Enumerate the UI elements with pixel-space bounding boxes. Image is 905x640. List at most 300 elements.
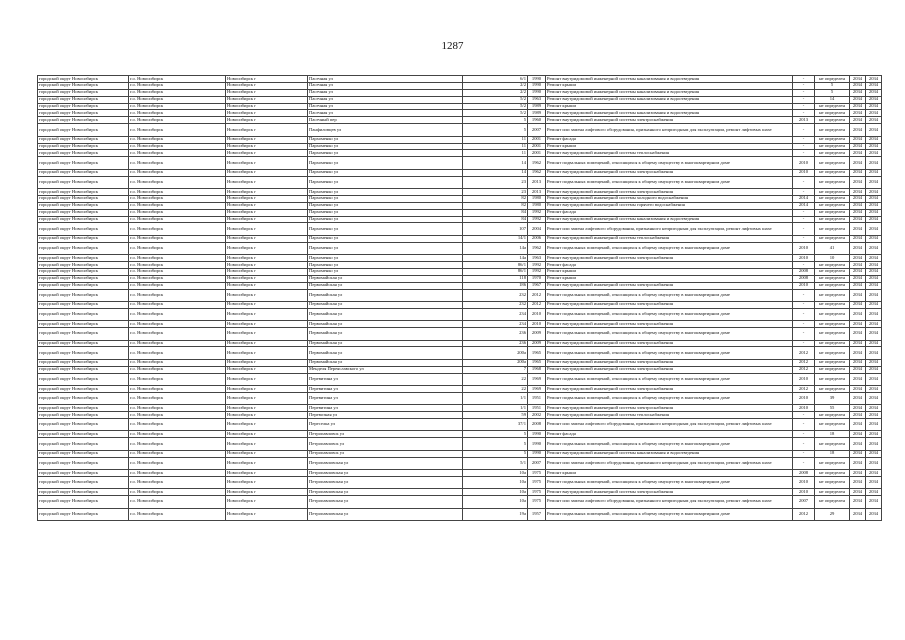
house-cell: 84	[463, 209, 528, 216]
last-repair-cell: -	[793, 209, 815, 216]
plan-end-cell: 2034	[866, 419, 882, 431]
street-cell: Пархоменко ул	[308, 261, 463, 268]
district-cell: г.о. Новосибирск	[129, 136, 226, 143]
table-row	[38, 235, 882, 242]
wear-cell: не определен	[815, 268, 850, 275]
plan-end-cell: 2034	[866, 405, 882, 412]
municipality-cell: городской округ Новосибирск	[38, 255, 129, 262]
street-cell: Первомайская ул	[308, 321, 463, 328]
year-cell: 1989	[528, 103, 546, 110]
district-cell: г.о. Новосибирск	[129, 412, 226, 419]
wear-cell: не определен	[815, 188, 850, 195]
street-cell: Пархоменко ул	[308, 143, 463, 150]
work-type-cell: Ремонт внутридомовой инженерной системы электроснабжения	[546, 301, 793, 308]
city-cell: Новосибирск г	[226, 359, 308, 366]
plan-start-cell: 2034	[850, 176, 866, 188]
last-repair-cell: -	[793, 419, 815, 431]
city-cell: Новосибирск г	[226, 202, 308, 209]
plan-end-cell: 2034	[866, 412, 882, 419]
wear-cell: не определен	[815, 301, 850, 308]
plan-end-cell: 2034	[866, 282, 882, 289]
plan-end-cell: 2034	[866, 169, 882, 176]
table-row	[38, 117, 882, 124]
year-cell: 1951	[528, 405, 546, 412]
year-cell: 1968	[528, 366, 546, 373]
street-cell: Пасечная ул	[308, 96, 463, 103]
street-cell: Пасечная ул	[308, 82, 463, 89]
work-type-cell: Ремонт внутридомовой инженерной системы электроснабжения	[546, 188, 793, 195]
municipality-cell: городской округ Новосибирск	[38, 489, 129, 496]
table-row	[38, 340, 882, 347]
table-row	[38, 157, 882, 169]
plan-end-cell: 2034	[866, 76, 882, 83]
city-cell: Новосибирск г	[226, 195, 308, 202]
last-repair-cell: -	[793, 136, 815, 143]
district-cell: г.о. Новосибирск	[129, 373, 226, 385]
work-type-cell: Ремонт или замена лифтового оборудования, признанного непригодным для эксплуатации, ремонт лифтовых шахт	[546, 457, 793, 469]
last-repair-cell: 2012	[793, 508, 815, 520]
work-type-cell: Ремонт внутридомовой инженерной системы канализования и водоотведения	[546, 216, 793, 223]
work-type-cell: Ремонт внутридомовой инженерной системы электроснабжения	[546, 282, 793, 289]
municipality-cell: городской округ Новосибирск	[38, 340, 129, 347]
table-row	[38, 347, 882, 359]
city-cell: Новосибирск г	[226, 124, 308, 136]
work-type-cell: Ремонт крыши	[546, 469, 793, 476]
plan-end-cell: 2034	[866, 255, 882, 262]
last-repair-cell: -	[793, 124, 815, 136]
street-cell: Петропавловск ул	[308, 450, 463, 457]
year-cell: 1960	[528, 117, 546, 124]
district-cell: г.о. Новосибирск	[129, 82, 226, 89]
plan-start-cell: 2034	[850, 268, 866, 275]
house-cell: 10а	[463, 476, 528, 488]
district-cell: г.о. Новосибирск	[129, 476, 226, 488]
house-cell: 22	[463, 373, 528, 385]
street-cell: Первомайская ул	[308, 328, 463, 340]
municipality-cell: городской округ Новосибирск	[38, 328, 129, 340]
year-cell: 1962	[528, 157, 546, 169]
table-row	[38, 457, 882, 469]
street-cell: Пархоменко ул	[308, 136, 463, 143]
work-type-cell: Ремонт внутридомовой инженерной системы электроснабжения	[546, 366, 793, 373]
plan-start-cell: 2034	[850, 308, 866, 320]
last-repair-cell: -	[793, 188, 815, 195]
wear-cell: 39	[815, 392, 850, 404]
plan-start-cell: 2034	[850, 76, 866, 83]
plan-end-cell: 2034	[866, 209, 882, 216]
work-type-cell: Ремонт фасада	[546, 261, 793, 268]
district-cell: г.о. Новосибирск	[129, 450, 226, 457]
plan-end-cell: 2034	[866, 235, 882, 242]
house-cell: 7	[463, 366, 528, 373]
year-cell: 2012	[528, 289, 546, 301]
house-cell: 232	[463, 301, 528, 308]
table-row	[38, 385, 882, 392]
plan-end-cell: 2034	[866, 476, 882, 488]
work-type-cell: Ремонт или замена лифтового оборудования, признанного непригодным для эксплуатации, ремонт лифтовых шахт	[546, 419, 793, 431]
table-row	[38, 308, 882, 320]
year-cell: 1963	[528, 255, 546, 262]
year-cell: 1992	[528, 216, 546, 223]
municipality-cell: городской округ Новосибирск	[38, 308, 129, 320]
table-row	[38, 469, 882, 476]
street-cell: Первомайская ул	[308, 347, 463, 359]
work-type-cell: Ремонт фасада	[546, 136, 793, 143]
table-row	[38, 359, 882, 366]
plan-end-cell: 2034	[866, 366, 882, 373]
plan-end-cell: 2034	[866, 223, 882, 235]
city-cell: Новосибирск г	[226, 450, 308, 457]
table-row	[38, 216, 882, 223]
plan-end-cell: 2034	[866, 508, 882, 520]
plan-end-cell: 2034	[866, 308, 882, 320]
table-row	[38, 223, 882, 235]
plan-start-cell: 2034	[850, 209, 866, 216]
city-cell: Новосибирск г	[226, 347, 308, 359]
last-repair-cell: -	[793, 308, 815, 320]
district-cell: г.о. Новосибирск	[129, 289, 226, 301]
wear-cell: не определен	[815, 209, 850, 216]
house-cell: 84	[463, 216, 528, 223]
street-cell: Менделя Переяславского ул	[308, 366, 463, 373]
house-cell: 118	[463, 275, 528, 282]
municipality-cell: городской округ Новосибирск	[38, 508, 129, 520]
work-type-cell: Ремонт или замена лифтового оборудования, признанного непригодным для эксплуатации, ремонт лифтовых шахт	[546, 124, 793, 136]
year-cell: 2001	[528, 136, 546, 143]
last-repair-cell: 2010	[793, 476, 815, 488]
street-cell: Пархоменко ул	[308, 255, 463, 262]
wear-cell: не определен	[815, 117, 850, 124]
plan-start-cell: 2034	[850, 202, 866, 209]
district-cell: г.о. Новосибирск	[129, 419, 226, 431]
street-cell: Пархоменко ул	[308, 176, 463, 188]
wear-cell: не определен	[815, 216, 850, 223]
plan-end-cell: 2034	[866, 124, 882, 136]
city-cell: Новосибирск г	[226, 419, 308, 431]
last-repair-cell: -	[793, 110, 815, 117]
house-cell: 10а	[463, 496, 528, 508]
plan-end-cell: 2034	[866, 202, 882, 209]
plan-end-cell: 2034	[866, 301, 882, 308]
house-cell: 5	[463, 438, 528, 450]
house-cell: 186	[463, 282, 528, 289]
municipality-cell: городской округ Новосибирск	[38, 419, 129, 431]
municipality-cell: городской округ Новосибирск	[38, 469, 129, 476]
district-cell: г.о. Новосибирск	[129, 321, 226, 328]
district-cell: г.о. Новосибирск	[129, 366, 226, 373]
municipality-cell: городской округ Новосибирск	[38, 143, 129, 150]
street-cell: Первомайская ул	[308, 308, 463, 320]
wear-cell: 14	[815, 96, 850, 103]
city-cell: Новосибирск г	[226, 188, 308, 195]
municipality-cell: городской округ Новосибирск	[38, 457, 129, 469]
street-cell: Перевитина ул	[308, 385, 463, 392]
street-cell: Пасечная ул	[308, 103, 463, 110]
year-cell: 2010	[528, 308, 546, 320]
municipality-cell: городской округ Новосибирск	[38, 188, 129, 195]
city-cell: Новосибирск г	[226, 103, 308, 110]
house-cell: 14	[463, 157, 528, 169]
table-row	[38, 419, 882, 431]
house-cell: 59	[463, 412, 528, 419]
year-cell: 1980	[528, 195, 546, 202]
work-type-cell: Ремонт подвальных помещений, относящихся к общему имуществу в многоквартирном доме	[546, 176, 793, 188]
plan-start-cell: 2034	[850, 143, 866, 150]
table-row	[38, 282, 882, 289]
work-type-cell: Ремонт фасада	[546, 431, 793, 438]
table-row	[38, 275, 882, 282]
street-cell: Петропавловская ул	[308, 476, 463, 488]
street-cell: Пархоменко ул	[308, 195, 463, 202]
year-cell: 1990	[528, 450, 546, 457]
street-cell: Петропавловская ул	[308, 457, 463, 469]
municipality-cell: городской округ Новосибирск	[38, 496, 129, 508]
municipality-cell: городской округ Новосибирск	[38, 405, 129, 412]
house-cell: 200а	[463, 359, 528, 366]
table-row	[38, 268, 882, 275]
plan-start-cell: 2034	[850, 508, 866, 520]
wear-cell: 18	[815, 450, 850, 457]
work-type-cell: Ремонт внутридомовой инженерной системы электроснабжения	[546, 489, 793, 496]
last-repair-cell: 2012	[793, 366, 815, 373]
last-repair-cell: 2010	[793, 282, 815, 289]
year-cell: 1962	[528, 169, 546, 176]
plan-start-cell: 2034	[850, 282, 866, 289]
plan-start-cell: 2034	[850, 89, 866, 96]
table-row	[38, 82, 882, 89]
street-cell: Первомайская ул	[308, 359, 463, 366]
city-cell: Новосибирск г	[226, 489, 308, 496]
year-cell: 1975	[528, 476, 546, 488]
plan-end-cell: 2034	[866, 275, 882, 282]
table-row	[38, 110, 882, 117]
city-cell: Новосибирск г	[226, 169, 308, 176]
wear-cell: не определен	[815, 136, 850, 143]
city-cell: Новосибирск г	[226, 157, 308, 169]
district-cell: г.о. Новосибирск	[129, 405, 226, 412]
year-cell: 1992	[528, 209, 546, 216]
table-row	[38, 169, 882, 176]
year-cell: 1990	[528, 82, 546, 89]
wear-cell: не определен	[815, 202, 850, 209]
municipality-cell: городской округ Новосибирск	[38, 235, 129, 242]
house-cell: 11	[463, 143, 528, 150]
plan-end-cell: 2034	[866, 373, 882, 385]
last-repair-cell: -	[793, 340, 815, 347]
table-row	[38, 242, 882, 254]
table-row	[38, 188, 882, 195]
plan-end-cell: 2034	[866, 103, 882, 110]
municipality-cell: городской округ Новосибирск	[38, 89, 129, 96]
work-type-cell: Ремонт крыши	[546, 268, 793, 275]
city-cell: Новосибирск г	[226, 321, 308, 328]
last-repair-cell: -	[793, 301, 815, 308]
street-cell: Пархоменко ул	[308, 235, 463, 242]
table-row	[38, 508, 882, 520]
plan-end-cell: 2034	[866, 242, 882, 254]
wear-cell: не определен	[815, 235, 850, 242]
house-cell: 5	[463, 450, 528, 457]
plan-end-cell: 2034	[866, 392, 882, 404]
plan-start-cell: 2034	[850, 385, 866, 392]
street-cell: Пархоменко ул	[308, 150, 463, 157]
house-cell: 82	[463, 195, 528, 202]
district-cell: г.о. Новосибирск	[129, 457, 226, 469]
work-type-cell: Ремонт подвальных помещений, относящихся к общему имуществу в многоквартирном доме	[546, 157, 793, 169]
street-cell: Пархоменко ул	[308, 157, 463, 169]
plan-end-cell: 2034	[866, 328, 882, 340]
city-cell: Новосибирск г	[226, 143, 308, 150]
municipality-cell: городской округ Новосибирск	[38, 450, 129, 457]
municipality-cell: городской округ Новосибирск	[38, 82, 129, 89]
plan-end-cell: 2034	[866, 150, 882, 157]
wear-cell: не определен	[815, 359, 850, 366]
work-type-cell: Ремонт крыши	[546, 103, 793, 110]
plan-end-cell: 2034	[866, 457, 882, 469]
district-cell: г.о. Новосибирск	[129, 268, 226, 275]
last-repair-cell: 2007	[793, 496, 815, 508]
street-cell: Первомайская ул	[308, 275, 463, 282]
table-row	[38, 136, 882, 143]
table-row	[38, 321, 882, 328]
last-repair-cell: -	[793, 82, 815, 89]
last-repair-cell: 2012	[793, 385, 815, 392]
year-cell: 1969	[528, 373, 546, 385]
year-cell: 2001	[528, 150, 546, 157]
city-cell: Новосибирск г	[226, 405, 308, 412]
wear-cell: не определен	[815, 457, 850, 469]
city-cell: Новосибирск г	[226, 301, 308, 308]
table-row	[38, 202, 882, 209]
work-type-cell: Ремонт внутридомовой инженерной системы электроснабжения	[546, 385, 793, 392]
last-repair-cell: 2010	[793, 489, 815, 496]
city-cell: Новосибирск г	[226, 469, 308, 476]
plan-start-cell: 2034	[850, 321, 866, 328]
work-type-cell: Ремонт внутридомовой инженерной системы электроснабжения	[546, 405, 793, 412]
plan-end-cell: 2034	[866, 347, 882, 359]
work-type-cell: Ремонт крыши	[546, 275, 793, 282]
house-cell: 19а	[463, 508, 528, 520]
last-repair-cell: 2008	[793, 275, 815, 282]
municipality-cell: городской округ Новосибирск	[38, 373, 129, 385]
table-row	[38, 289, 882, 301]
plan-start-cell: 2034	[850, 340, 866, 347]
plan-start-cell: 2034	[850, 457, 866, 469]
last-repair-cell: 2014	[793, 195, 815, 202]
city-cell: Новосибирск г	[226, 209, 308, 216]
plan-start-cell: 2034	[850, 438, 866, 450]
district-cell: г.о. Новосибирск	[129, 223, 226, 235]
city-cell: Новосибирск г	[226, 255, 308, 262]
plan-end-cell: 2034	[866, 136, 882, 143]
municipality-cell: городской округ Новосибирск	[38, 476, 129, 488]
plan-start-cell: 2034	[850, 188, 866, 195]
year-cell: 1990	[528, 431, 546, 438]
house-cell: 5	[463, 124, 528, 136]
table-row	[38, 103, 882, 110]
plan-start-cell: 2034	[850, 392, 866, 404]
wear-cell: не определен	[815, 489, 850, 496]
street-cell: Пасечная ул	[308, 76, 463, 83]
year-cell: 2013	[528, 176, 546, 188]
street-cell: Перевитина ул	[308, 405, 463, 412]
municipality-cell: городской округ Новосибирск	[38, 275, 129, 282]
district-cell: г.о. Новосибирск	[129, 195, 226, 202]
plan-start-cell: 2034	[850, 450, 866, 457]
street-cell: Пархоменко ул	[308, 223, 463, 235]
municipality-cell: городской округ Новосибирск	[38, 96, 129, 103]
street-cell: Петропавловская ул	[308, 496, 463, 508]
plan-start-cell: 2034	[850, 301, 866, 308]
last-repair-cell: -	[793, 223, 815, 235]
district-cell: г.о. Новосибирск	[129, 261, 226, 268]
house-cell: 107	[463, 223, 528, 235]
plan-start-cell: 2034	[850, 419, 866, 431]
city-cell: Новосибирск г	[226, 82, 308, 89]
year-cell: 1990	[528, 438, 546, 450]
table-row	[38, 405, 882, 412]
year-cell: 1965	[528, 359, 546, 366]
municipality-cell: городской округ Новосибирск	[38, 76, 129, 83]
house-cell: 10а	[463, 489, 528, 496]
plan-start-cell: 2034	[850, 169, 866, 176]
city-cell: Новосибирск г	[226, 76, 308, 83]
year-cell: 2004	[528, 223, 546, 235]
wear-cell: не определен	[815, 308, 850, 320]
city-cell: Новосибирск г	[226, 328, 308, 340]
work-type-cell: Ремонт подвальных помещений, относящихся к общему имуществу в многоквартирном доме	[546, 242, 793, 254]
wear-cell: не определен	[815, 419, 850, 431]
district-cell: г.о. Новосибирск	[129, 157, 226, 169]
plan-end-cell: 2034	[866, 496, 882, 508]
city-cell: Новосибирск г	[226, 136, 308, 143]
city-cell: Новосибирск г	[226, 412, 308, 419]
work-type-cell: Ремонт внутридомовой инженерной системы электроснабжения	[546, 255, 793, 262]
house-cell: 37/1	[463, 419, 528, 431]
street-cell: Первомайская ул	[308, 289, 463, 301]
work-type-cell: Ремонт внутридомовой инженерной системы холодного водоснабжения	[546, 195, 793, 202]
district-cell: г.о. Новосибирск	[129, 150, 226, 157]
house-cell: 5/1	[463, 457, 528, 469]
year-cell: 1970	[528, 275, 546, 282]
last-repair-cell: 2008	[793, 268, 815, 275]
city-cell: Новосибирск г	[226, 275, 308, 282]
table-row	[38, 328, 882, 340]
year-cell: 2009	[528, 340, 546, 347]
year-cell: 1969	[528, 385, 546, 392]
table-row	[38, 124, 882, 136]
table-row	[38, 150, 882, 157]
house-cell: 236	[463, 328, 528, 340]
year-cell: 2002	[528, 412, 546, 419]
year-cell: 1975	[528, 489, 546, 496]
plan-start-cell: 2034	[850, 235, 866, 242]
municipality-cell: городской округ Новосибирск	[38, 438, 129, 450]
district-cell: г.о. Новосибирск	[129, 340, 226, 347]
work-type-cell: Ремонт или замена лифтового оборудования, признанного непригодным для эксплуатации, ремонт лифтовых шахт	[546, 496, 793, 508]
district-cell: г.о. Новосибирск	[129, 301, 226, 308]
work-type-cell: Ремонт подвальных помещений, относящихся к общему имуществу в многоквартирном доме	[546, 476, 793, 488]
last-repair-cell: 2012	[793, 347, 815, 359]
table-row	[38, 496, 882, 508]
plan-start-cell: 2034	[850, 489, 866, 496]
district-cell: г.о. Новосибирск	[129, 89, 226, 96]
district-cell: г.о. Новосибирск	[129, 169, 226, 176]
wear-cell: не определен	[815, 223, 850, 235]
plan-start-cell: 2034	[850, 96, 866, 103]
city-cell: Новосибирск г	[226, 150, 308, 157]
work-type-cell: Ремонт внутридомовой инженерной системы теплоснабжения	[546, 150, 793, 157]
